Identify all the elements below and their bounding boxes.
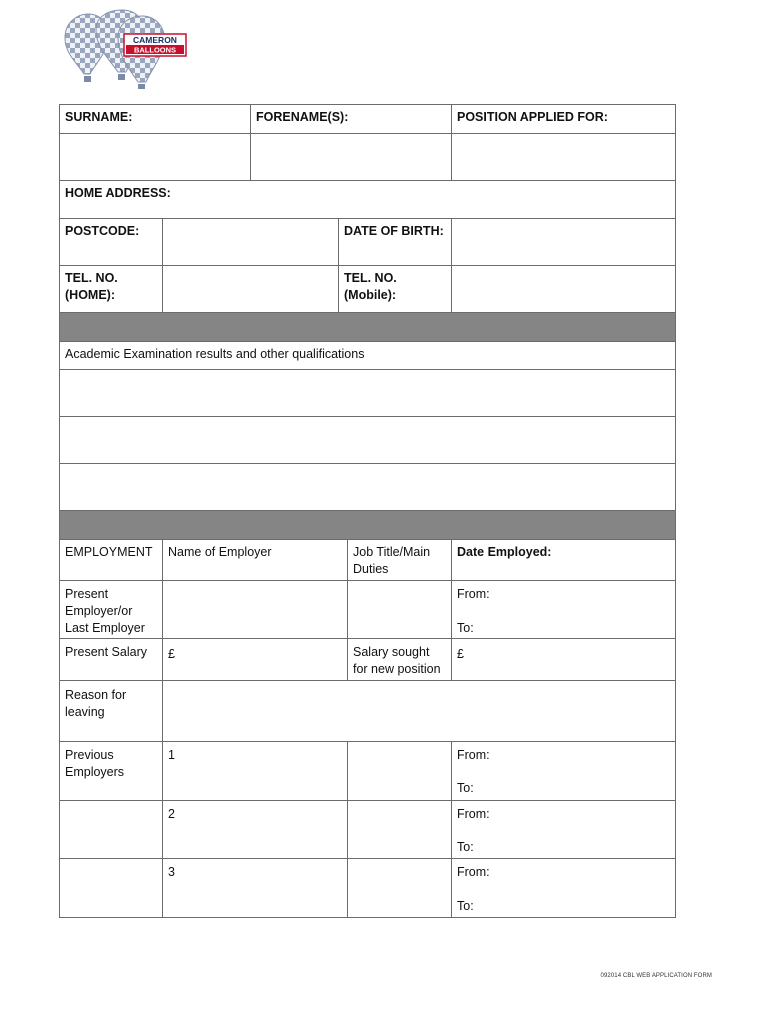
postcode-field[interactable] (163, 219, 338, 265)
present-salary-currency[interactable]: £ (168, 647, 175, 661)
previous-to-label: To: (457, 840, 474, 854)
present-job-field[interactable] (348, 581, 451, 638)
present-salary-label: Present Salary (65, 645, 147, 659)
dob-label: DATE OF BIRTH: (344, 224, 444, 238)
present-to-label: To: (457, 621, 474, 635)
previous-to-label: To: (457, 899, 474, 913)
tel-mobile-label: TEL. NO. (Mobile): (344, 271, 397, 302)
previous-from-label: From: (457, 865, 490, 879)
logo-brand-line2: BALLOONS (133, 45, 177, 55)
position-label: POSITION APPLIED FOR: (457, 110, 608, 124)
academic-row[interactable] (60, 417, 675, 463)
logo-brand-line1: CAMERON (133, 35, 177, 45)
present-employer-label: Present Employer/or Last Employer (65, 587, 145, 635)
tel-home-field[interactable] (163, 266, 338, 312)
academic-heading: Academic Examination results and other qualifications (65, 347, 365, 361)
previous-employer-number[interactable]: 2 (168, 807, 175, 821)
academic-row[interactable] (60, 370, 675, 416)
surname-field[interactable] (60, 134, 250, 180)
dob-field[interactable] (452, 219, 675, 265)
tel-home-label: TEL. NO. (HOME): (65, 271, 118, 302)
forenames-label: FORENAME(S): (256, 110, 349, 124)
postcode-label: POSTCODE: (65, 224, 140, 238)
previous-from-label: From: (457, 807, 490, 821)
previous-to-label: To: (457, 781, 474, 795)
company-logo (60, 8, 190, 90)
section-divider-band (59, 312, 676, 341)
present-from-label: From: (457, 587, 490, 601)
col-job-title: Job Title/Main Duties (353, 545, 431, 576)
col-employer-name: Name of Employer (168, 545, 272, 559)
present-employer-field[interactable] (163, 581, 347, 638)
previous-job-field[interactable] (348, 742, 451, 800)
employment-heading: EMPLOYMENT (65, 545, 153, 559)
previous-job-field[interactable] (348, 859, 451, 917)
previous-employer-number[interactable]: 3 (168, 865, 175, 879)
surname-label: SURNAME: (65, 110, 133, 124)
forenames-field[interactable] (251, 134, 451, 180)
previous-employers-label: Previous Employers (65, 748, 125, 779)
home-address-label: HOME ADDRESS: (65, 186, 171, 200)
salary-sought-label: Salary sought for new position (353, 645, 441, 676)
previous-job-field[interactable] (348, 801, 451, 858)
salary-sought-currency[interactable]: £ (457, 647, 464, 661)
tel-mobile-field[interactable] (452, 266, 675, 312)
reason-field[interactable] (163, 681, 675, 741)
col-date-employed: Date Employed: (457, 545, 552, 559)
previous-from-label: From: (457, 748, 490, 762)
section-divider-band (59, 510, 676, 539)
previous-employer-number[interactable]: 1 (168, 748, 175, 762)
reason-label: Reason for leaving (65, 688, 127, 719)
form-code-footer: 092014 CBL WEB APPLICATION FORM (600, 973, 712, 979)
position-field[interactable] (452, 134, 675, 180)
academic-row[interactable] (60, 464, 675, 510)
